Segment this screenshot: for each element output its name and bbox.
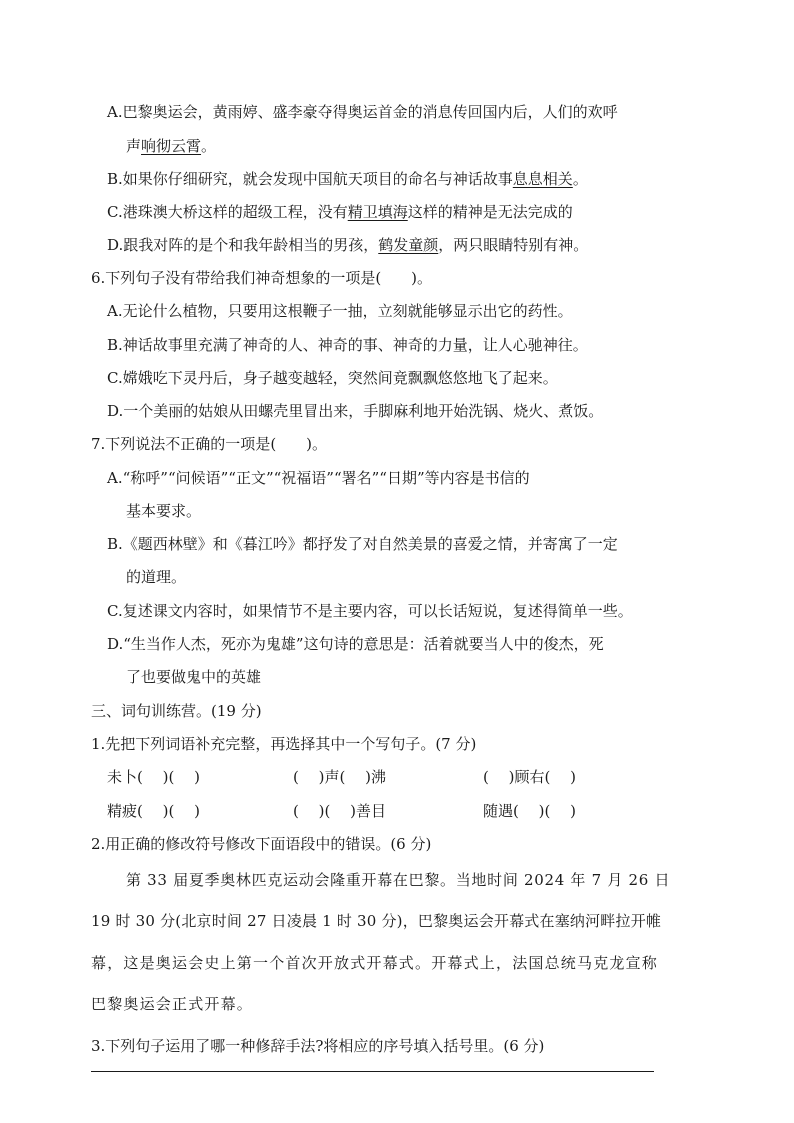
q5-option-d xyxy=(107,234,588,256)
q5-option-c xyxy=(107,201,573,223)
correction-passage-line-1: 第 33 届夏季奥林匹克运动会隆重开幕在巴黎。当地时间 2024 年 7 月 26 日 xyxy=(126,871,671,889)
s3-q1-stem: 1.先把下列词语补充完整，再选择其中一个写句子。(7 分) xyxy=(91,735,477,753)
s3-q3-stem: 3.下列句子运用了哪一种修辞手法?将相应的序号填入括号里。(6 分) xyxy=(91,1037,545,1055)
q5-option-d-post: ，两只眼睛特别有神。 xyxy=(438,236,589,254)
bottom-divider xyxy=(91,1071,654,1072)
q7-option-d: D.“生当作人杰，死亦为鬼雄”这句诗的意思是：活着就要当人中的俊杰，死 xyxy=(107,635,604,653)
q5-option-b-post: 。 xyxy=(572,170,588,188)
q5-option-c-pre: C.港珠澳大桥这样的超级工程，没有 xyxy=(107,203,348,221)
q5-option-a-cont-post: 。 xyxy=(201,137,217,155)
correction-passage-line-4: 巴黎奥运会正式开幕。 xyxy=(91,995,254,1013)
section-3-title: 三、词句训练营。(19 分) xyxy=(91,702,262,720)
q5-option-b xyxy=(107,168,588,190)
idiom-blank-1[interactable]: 未卜( )( ) xyxy=(107,768,200,786)
q5-option-a-continuation xyxy=(126,135,216,157)
q7-option-b: B.《题西林壁》和《暮江吟》都抒发了对自然美景的喜爱之情，并寄寓了一定 xyxy=(107,535,618,553)
s3-q2-stem: 2.用正确的修改符号修改下面语段中的错误。(6 分) xyxy=(91,835,432,853)
q5-option-d-underlined-idiom: 鹤发童颜 xyxy=(378,236,439,254)
q7-option-b-continuation: 的道理。 xyxy=(126,568,187,586)
q7-option-d-continuation: 了也要做鬼中的英雄 xyxy=(126,668,262,686)
q6-stem: 6.下列句子没有带给我们神奇想象的一项是( )。 xyxy=(91,269,433,287)
q5-option-c-post: 这样的精神是无法完成的 xyxy=(407,203,573,221)
correction-passage-line-3: 幕，这是奥运会史上第一个首次开放式开幕式。开幕式上，法国总统马克龙宣称 xyxy=(91,954,659,972)
q5-option-a xyxy=(107,101,618,123)
q5-option-c-underlined-idiom: 精卫填海 xyxy=(347,203,408,221)
idiom-blank-4[interactable]: 精疲( )( ) xyxy=(107,802,200,820)
idiom-fill-row-1 xyxy=(107,766,667,788)
q7-stem: 7.下列说法不正确的一项是( )。 xyxy=(91,435,328,453)
q6-option-b: B.神话故事里充满了神奇的人、神奇的事、神奇的力量，让人心驰神往。 xyxy=(107,336,588,354)
idiom-fill-row-2 xyxy=(107,800,667,822)
idiom-blank-3[interactable]: ( )顾右( ) xyxy=(483,768,576,786)
q5-option-a-text: A.巴黎奥运会，黄雨婷、盛李豪夺得奥运首金的消息传回国内后，人们的欢呼 xyxy=(107,103,618,121)
q6-option-c: C.嫦娥吃下灵丹后，身子越变越轻，突然间竟飘飘悠悠地飞了起来。 xyxy=(107,369,558,387)
q6-option-a: A.无论什么植物，只要用这根鞭子一抽，立刻就能够显示出它的药性。 xyxy=(107,302,573,320)
q5-option-d-pre: D.跟我对阵的是个和我年龄相当的男孩， xyxy=(107,236,379,254)
idiom-blank-2[interactable]: ( )声( )沸 xyxy=(293,768,386,786)
q5-option-a-cont-pre: 声 xyxy=(126,137,142,155)
q7-option-a-continuation: 基本要求。 xyxy=(126,502,202,520)
q7-option-c: C.复述课文内容时，如果情节不是主要内容，可以长话短说，复述得简单一些。 xyxy=(107,602,633,620)
q5-option-b-underlined-idiom: 息息相关 xyxy=(512,170,573,188)
q5-option-a-underlined-idiom: 响彻云霄 xyxy=(141,137,202,155)
q5-option-b-pre: B.如果你仔细研究，就会发现中国航天项目的命名与神话故事 xyxy=(107,170,513,188)
idiom-blank-6[interactable]: 随遇( )( ) xyxy=(483,802,576,820)
q6-option-d: D.一个美丽的姑娘从田螺壳里冒出来，手脚麻利地开始洗锅、烧火、煮饭。 xyxy=(107,402,604,420)
correction-passage-line-2: 19 时 30 分(北京时间 27 日凌晨 1 时 30 分)，巴黎奥运会开幕式在塞纳河畔拉开帷 xyxy=(91,912,662,930)
idiom-blank-5[interactable]: ( )( )善目 xyxy=(293,802,386,820)
q7-option-a: A.“称呼”“问候语”“正文”“祝福语”“署名”“日期”等内容是书信的 xyxy=(107,469,530,487)
